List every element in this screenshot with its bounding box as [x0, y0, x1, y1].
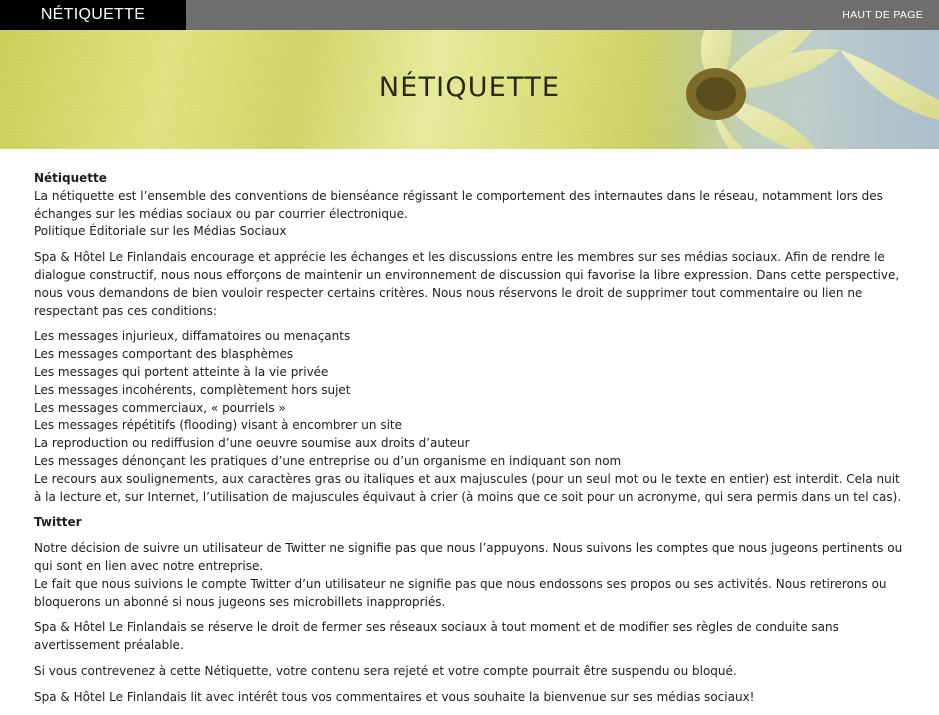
intro-paragraph: Spa & Hôtel Le Finlandais encourage et apprécie les échanges et les discussions entre les membres sur ses médias sociaux. Afin de rendre le dialogue constructif, nous nous efforçons de maintenir un environnement de discussion qui favorise la libre expression. Dans cette perspective, nous vous demandons de bien vouloir respecter certains critères. Nous nous réservons le droit de supprimer tout commentaire ou lien ne respectant pas ces conditions:	[34, 250, 900, 318]
list-item: Les messages injurieux, diffamatoires ou menaçants	[34, 329, 351, 344]
page-title-tab: NÉTIQUETTE	[0, 0, 186, 30]
list-item: Le recours aux soulignements, aux caractères gras ou italiques et aux majuscules (pour un seul mot ou le texte en entier) est interdit. Cela nuit à la lecture et, sur Internet, l’utilisation de majuscules équivaut à crier (à moins que ce soit pour un acronyme, qui sera permis dans un tel cas).	[34, 471, 902, 504]
netiquette-definition: La nétiquette est l’ensemble des conventions de bienséance régissant le comportement des internautes dans le réseau, notamment lors des échanges sur les médias sociaux ou par courrier électronique.	[34, 188, 883, 221]
list-item: Les messages incohérents, complètement hors sujet	[34, 382, 351, 397]
closing-paragraph-1: Spa & Hôtel Le Finlandais se réserve le droit de fermer ses réseaux sociaux à tout moment et de modifier ses règles de conduite sans avertissement préalable.	[34, 620, 839, 653]
hero-heading: NÉTIQUETTE	[378, 72, 561, 103]
closing-paragraph-3: Spa & Hôtel Le Finlandais lit avec intérêt tous vos commentaires et vous souhaite la bienvenue sur ses médias sociaux!	[34, 689, 755, 704]
section-title-twitter: Twitter	[34, 515, 82, 530]
hero-banner	[0, 30, 939, 149]
section-title-netiquette: Nétiquette	[34, 171, 107, 185]
list-item: Les messages dénonçant les pratiques d’une entreprise ou d’un organisme en indiquant son nom	[34, 453, 622, 468]
list-item: Les messages qui portent atteinte à la vie privée	[34, 364, 329, 379]
rules-list	[34, 328, 906, 506]
editorial-policy-title: Politique Éditoriale sur les Médias Sociaux	[34, 224, 287, 239]
list-item: Les messages comportant des blasphèmes	[34, 347, 294, 362]
list-item: La reproduction ou rediffusion d’une oeuvre soumise aux droits d’auteur	[34, 436, 470, 451]
back-to-top-link[interactable]: HAUT DE PAGE	[842, 9, 923, 21]
twitter-paragraph-1: Notre décision de suivre un utilisateur de Twitter ne signifie pas que nous l’appuyons. Nous suivons les comptes que nous jugeons pertinents ou qui sont en lien avec notre entreprise.	[34, 541, 903, 573]
closing-paragraph-2: Si vous contrevenez à cette Nétiquette, votre contenu sera rejeté et votre compte pourrait être suspendu ou bloqué.	[34, 663, 737, 678]
list-item: Les messages commerciaux, « pourriels »	[34, 400, 286, 415]
list-item: Les messages répétitifs (flooding) visant à encombrer un site	[34, 418, 403, 433]
twitter-paragraph-2: Le fait que nous suivions le compte Twitter d’un utilisateur ne signifie pas que nous endossons ses propos ou ses activités. Nous retirerons ou bloquerons un abonné si nous jugeons ses microbillets inappropriés.	[34, 576, 887, 609]
top-bar	[0, 0, 939, 30]
main-content	[34, 170, 906, 715]
